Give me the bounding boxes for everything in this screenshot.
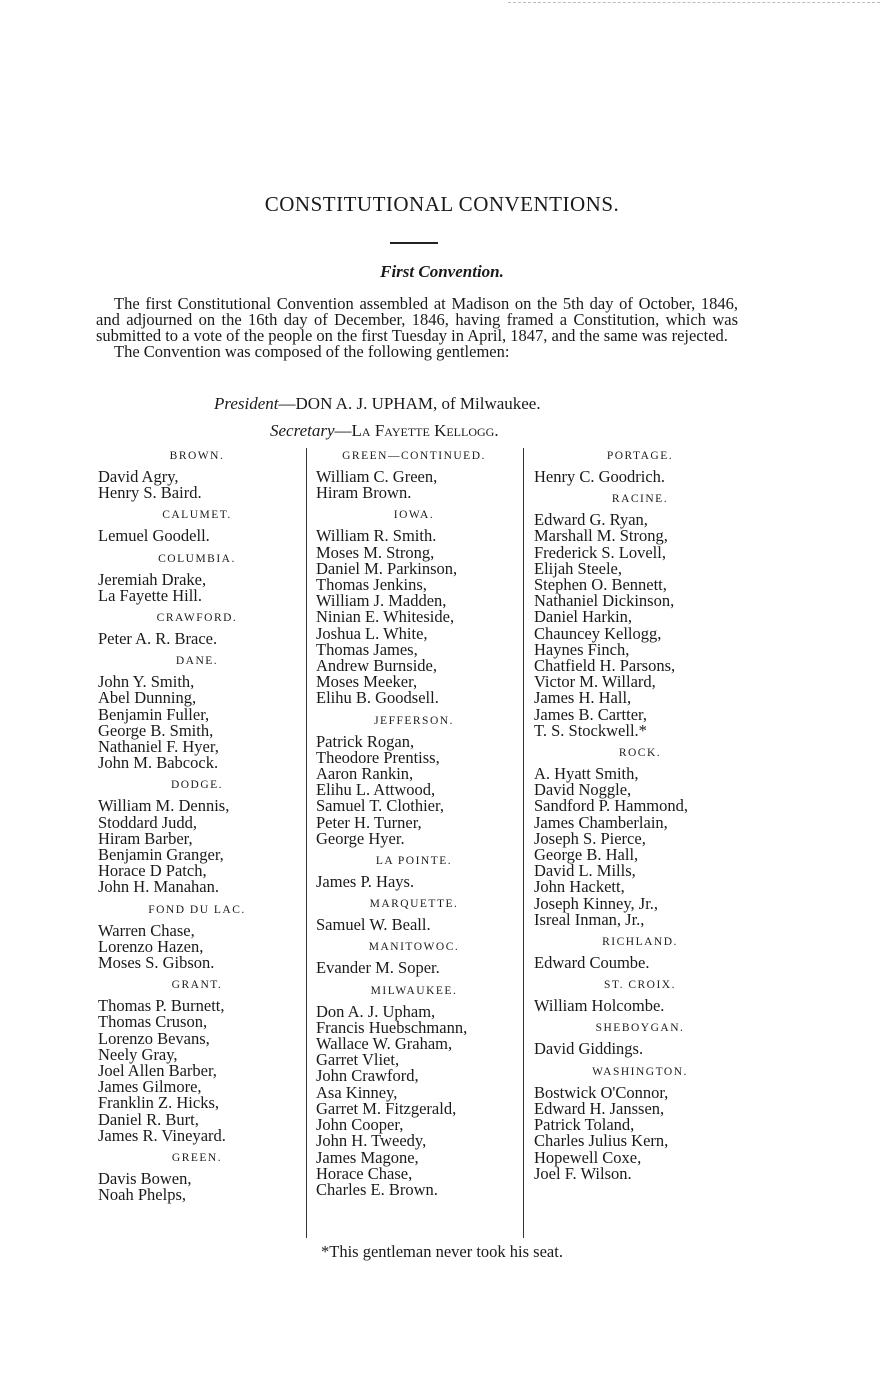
county-heading: MARQUETTE.: [369, 898, 459, 911]
member-name: George Hyer.: [316, 828, 405, 848]
member-name: David Giddings.: [534, 1039, 644, 1059]
county-group: [316, 898, 512, 933]
county-heading: CALUMET.: [162, 509, 232, 522]
member-name: Nathaniel Dickinson,: [534, 591, 675, 611]
member-list: [98, 631, 296, 647]
member-name: Joel F. Wilson.: [534, 1163, 632, 1183]
member-name: Charles E. Brown.: [316, 1179, 438, 1199]
county-heading: WASHINGTON.: [592, 1065, 688, 1078]
member-list: [534, 998, 746, 1014]
member-list: [534, 1082, 746, 1183]
president-line: [214, 394, 541, 414]
member-name: Samuel W. Beall.: [316, 915, 431, 935]
column-divider: [306, 448, 307, 1238]
member-name: James Gilmore,: [98, 1077, 202, 1097]
county-heading: PORTAGE.: [606, 450, 674, 462]
member-name: Lorenzo Bevans,: [98, 1028, 210, 1048]
member-name: Sandford P. Hammond,: [534, 796, 688, 816]
member-name: William J. Madden,: [316, 591, 447, 611]
member-name: John Hackett,: [534, 877, 625, 897]
member-name: Aaron Rankin,: [316, 764, 414, 784]
intro-paragraph: The first Constitutional Convention assembled at Madison on the 5th day of October, 1846, and adjourned on the 16th day of December, 1846, having framed a Constitution, which was submitted to a vote of the people on the first Tuesday in April, 1847, and the same was rejected.: [96, 294, 738, 345]
member-list: [316, 731, 512, 848]
member-name: Don A. J. Upham,: [316, 1001, 436, 1021]
member-name: James R. Vineyard.: [98, 1125, 226, 1145]
member-name: Peter A. R. Brace.: [98, 629, 218, 649]
member-column-1: [98, 444, 296, 1204]
member-name: John Cooper,: [316, 1115, 404, 1135]
member-name: John Y. Smith,: [98, 672, 195, 692]
member-name: James B. Cartter,: [534, 704, 647, 724]
county-group: [98, 612, 296, 647]
member-name: Horace Chase,: [316, 1163, 413, 1183]
member-name: Benjamin Fuller,: [98, 704, 210, 724]
member-name: Lemuel Goodell.: [98, 526, 210, 546]
member-list: [98, 528, 296, 544]
member-name: Edward Coumbe.: [534, 953, 650, 973]
county-heading: COLUMBIA.: [158, 552, 236, 565]
county-heading: ST. CROIX.: [604, 979, 676, 992]
member-list: [534, 469, 746, 485]
member-list: [98, 469, 296, 501]
county-group: [316, 450, 512, 501]
member-name: William M. Dennis,: [98, 796, 230, 816]
county-group: [98, 553, 296, 604]
secretary-line: [270, 421, 499, 441]
member-name: Patrick Toland,: [534, 1115, 635, 1135]
member-name: Stoddard Judd,: [98, 812, 197, 832]
member-name: Moses S. Gibson.: [98, 953, 215, 973]
county-heading: SHEBOYGAN.: [595, 1022, 685, 1035]
member-name: George B. Smith,: [98, 720, 214, 740]
member-name: Moses Meeker,: [316, 672, 418, 692]
member-name: Marshall M. Strong,: [534, 526, 668, 546]
county-heading: RACINE.: [611, 493, 669, 506]
member-name: Joseph S. Pierce,: [534, 828, 646, 848]
member-list: [316, 469, 512, 501]
member-name: Theodore Prentiss,: [316, 747, 440, 767]
member-name: Isreal Inman, Jr.,: [534, 909, 645, 929]
secretary-name: —La Fayette Kellogg.: [334, 421, 499, 440]
member-list: [316, 960, 512, 976]
county-heading: MANITOWOC.: [368, 941, 460, 954]
intro-composition-line: The Convention was composed of the following gentlemen:: [114, 342, 510, 361]
county-group: [98, 979, 296, 1144]
member-name: Warren Chase,: [98, 920, 195, 940]
member-name: Elihu L. Attwood,: [316, 780, 436, 800]
section-subtitle: First Convention.: [380, 262, 504, 281]
member-name: Joel Allen Barber,: [98, 1061, 217, 1081]
county-heading: IOWA.: [393, 509, 435, 522]
member-column-2: [316, 444, 512, 1198]
page-title: CONSTITUTIONAL CONVENTIONS.: [264, 192, 620, 216]
county-group: [316, 985, 512, 1198]
president-name: —DON A. J. UPHAM, of Milwaukee.: [278, 394, 541, 413]
member-name: Hopewell Coxe,: [534, 1147, 642, 1167]
county-heading: ROCK.: [618, 747, 662, 760]
member-name: Thomas P. Burnett,: [98, 996, 225, 1016]
county-heading: MILWAUKEE.: [370, 984, 458, 997]
county-group: [316, 855, 512, 890]
intro-text: [96, 296, 738, 360]
member-name: William Holcombe.: [534, 996, 665, 1016]
member-name: Hiram Barber,: [98, 828, 193, 848]
member-name: Chauncey Kellogg,: [534, 623, 662, 643]
county-group: [534, 747, 746, 928]
member-name: William C. Green,: [316, 467, 438, 486]
county-group: [534, 450, 746, 485]
member-name: Samuel T. Clothier,: [316, 796, 444, 816]
member-name: Jeremiah Drake,: [98, 569, 207, 589]
member-name: John M. Babcock.: [98, 753, 219, 773]
member-name: Ninian E. Whiteside,: [316, 607, 455, 627]
county-heading: RICHLAND.: [602, 936, 678, 949]
member-name: Haynes Finch,: [534, 639, 630, 659]
member-list: [98, 674, 296, 771]
member-list: [534, 512, 746, 739]
county-group: [98, 779, 296, 895]
member-name: Patrick Rogan,: [316, 731, 415, 751]
member-name: Davis Bowen,: [98, 1169, 192, 1189]
member-name: Bostwick O'Connor,: [534, 1082, 669, 1102]
member-name: John H. Tweedy,: [316, 1131, 427, 1151]
member-column-3: [534, 444, 746, 1182]
county-group: [98, 509, 296, 544]
member-name: La Fayette Hill.: [98, 585, 203, 605]
member-name: David L. Mills,: [534, 861, 636, 881]
member-name: Stephen O. Bennett,: [534, 575, 667, 595]
member-name: Henry C. Goodrich.: [534, 467, 666, 486]
county-group: [98, 450, 296, 501]
member-name: Evander M. Soper.: [316, 958, 440, 978]
member-list: [534, 1041, 746, 1057]
member-name: David Noggle,: [534, 780, 632, 800]
county-heading: FOND DU LAC.: [148, 903, 246, 916]
member-name: Peter H. Turner,: [316, 812, 422, 832]
member-list: [316, 528, 512, 706]
county-group: [316, 941, 512, 976]
member-name: John H. Manahan.: [98, 877, 219, 897]
member-name: Elihu B. Goodsell.: [316, 688, 439, 708]
county-group: [534, 979, 746, 1014]
member-list: [98, 569, 296, 605]
county-heading: LA POINTE.: [375, 855, 453, 868]
secretary-label: Secretary: [270, 421, 335, 440]
member-name: Garret M. Fitzgerald,: [316, 1098, 457, 1118]
member-name: David Agry,: [98, 467, 179, 486]
county-group: [316, 509, 512, 706]
member-name: Horace D Patch,: [98, 861, 207, 881]
county-group: [534, 936, 746, 971]
member-list: [534, 955, 746, 971]
member-list: [98, 798, 296, 895]
member-name: Chatfield H. Parsons,: [534, 656, 676, 676]
member-name: Daniel R. Burt,: [98, 1109, 199, 1129]
member-name: William R. Smith.: [316, 526, 437, 546]
member-name: John Crawford,: [316, 1066, 419, 1086]
member-name: Victor M. Willard,: [534, 672, 656, 692]
member-name: Lorenzo Hazen,: [98, 936, 204, 956]
county-heading: DODGE.: [170, 779, 224, 792]
county-heading: CRAWFORD.: [156, 612, 238, 625]
county-heading: GRANT.: [171, 979, 223, 992]
member-name: Thomas Cruson,: [98, 1012, 208, 1032]
county-heading: BROWN.: [169, 450, 225, 462]
member-name: Hiram Brown.: [316, 483, 412, 503]
member-name: Benjamin Granger,: [98, 845, 224, 865]
member-list: [316, 917, 512, 933]
county-heading: DANE.: [175, 655, 219, 668]
member-name: Edward G. Ryan,: [534, 510, 648, 530]
county-group: [534, 1066, 746, 1182]
president-label: President: [214, 394, 279, 413]
county-group: [98, 1152, 296, 1203]
county-heading: JEFFERSON.: [374, 714, 454, 727]
county-heading: GREEN.: [171, 1152, 223, 1165]
member-list: [316, 874, 512, 890]
member-name: Nathaniel F. Hyer,: [98, 737, 219, 757]
member-name: Frederick S. Lovell,: [534, 542, 666, 562]
member-name: Francis Huebschmann,: [316, 1017, 468, 1037]
title-rule: [390, 242, 438, 244]
member-name: Noah Phelps,: [98, 1185, 186, 1205]
member-name: Charles Julius Kern,: [534, 1131, 669, 1151]
county-group: [316, 715, 512, 847]
member-name: Thomas Jenkins,: [316, 575, 427, 595]
column-divider: [523, 448, 524, 1238]
member-name: A. Hyatt Smith,: [534, 764, 639, 784]
footnote: *This gentleman never took his seat.: [321, 1242, 563, 1261]
member-name: Joseph Kinney, Jr.,: [534, 893, 659, 913]
county-heading: GREEN—CONTINUED.: [342, 450, 486, 462]
member-list: [534, 766, 746, 928]
member-name: Edward H. Janssen,: [534, 1098, 665, 1118]
county-group: [98, 904, 296, 972]
member-name: James Chamberlain,: [534, 812, 668, 832]
member-name: T. S. Stockwell.*: [534, 720, 647, 740]
member-name: Daniel Harkin,: [534, 607, 633, 627]
member-name: James H. Hall,: [534, 688, 632, 708]
member-name: Moses M. Strong,: [316, 542, 435, 562]
member-name: Elijah Steele,: [534, 558, 622, 578]
member-name: Joshua L. White,: [316, 623, 428, 643]
member-name: James P. Hays.: [316, 872, 415, 892]
member-list: [98, 920, 296, 973]
member-name: Wallace W. Graham,: [316, 1034, 453, 1054]
member-name: James Magone,: [316, 1147, 419, 1167]
member-list: [98, 998, 296, 1144]
member-name: Franklin Z. Hicks,: [98, 1093, 219, 1113]
member-name: Andrew Burnside,: [316, 656, 437, 676]
county-group: [534, 493, 746, 739]
member-name: Henry S. Baird.: [98, 483, 202, 503]
member-name: George B. Hall,: [534, 845, 639, 865]
member-list: [98, 1171, 296, 1203]
top-dashed-rule: [508, 2, 880, 3]
member-list: [316, 1001, 512, 1199]
member-name: Neely Gray,: [98, 1044, 178, 1064]
county-group: [534, 1022, 746, 1057]
member-name: Thomas James,: [316, 639, 418, 659]
county-group: [98, 655, 296, 771]
member-name: Garret Vliet,: [316, 1050, 400, 1070]
member-name: Asa Kinney,: [316, 1082, 398, 1102]
member-name: Daniel M. Parkinson,: [316, 558, 458, 578]
member-name: Abel Dunning,: [98, 688, 197, 708]
